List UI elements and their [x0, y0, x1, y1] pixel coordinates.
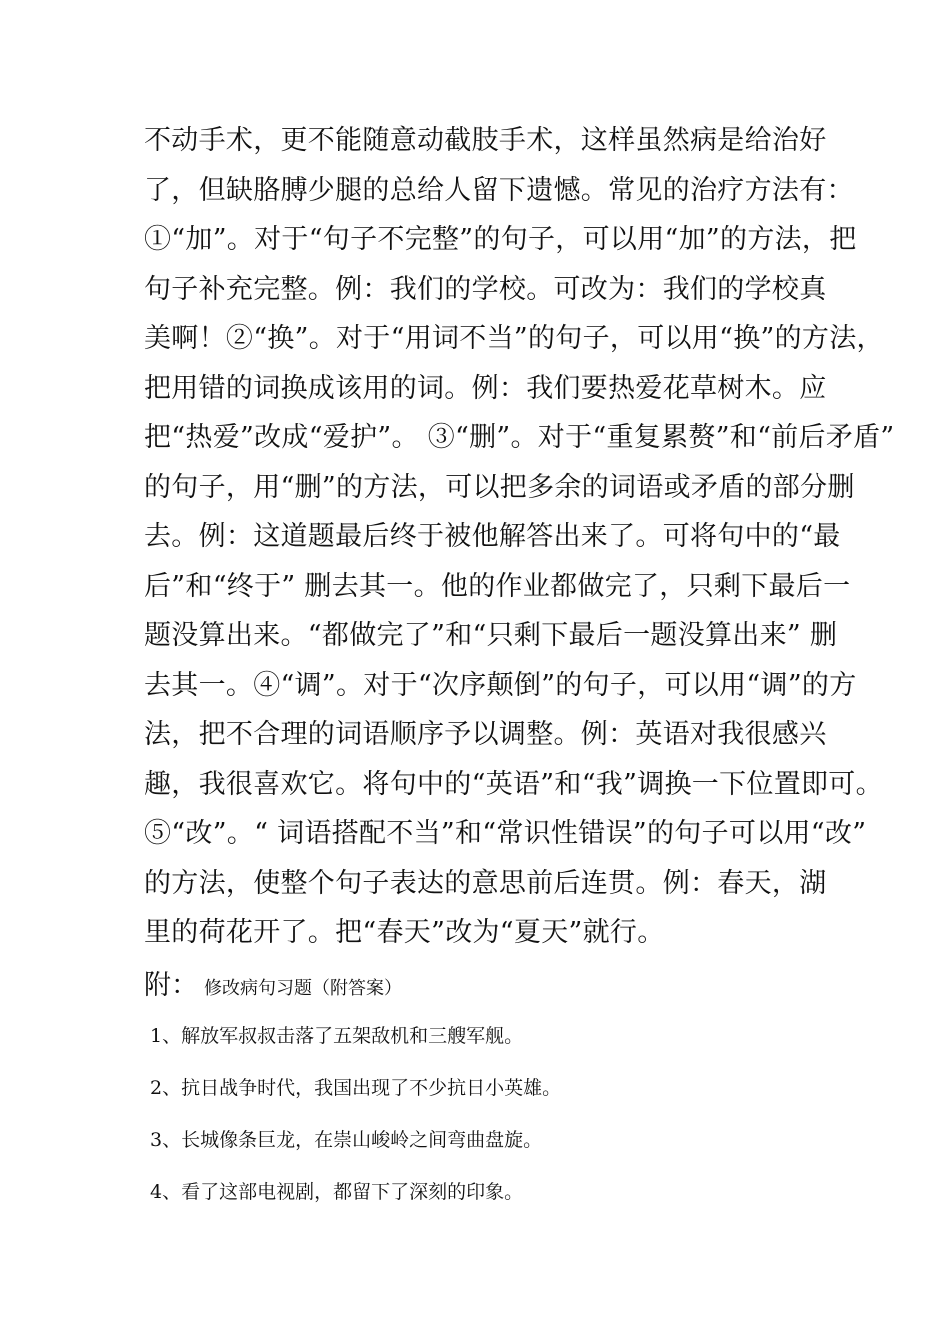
body-line: ①“加”。对于“句子不完整”的句子，可以用“加”的方法，把 [144, 224, 857, 255]
body-paragraph [144, 116, 895, 958]
body-line: 趣，我很喜欢它。将句中的“英语”和“我”调换一下位置即可。 [144, 768, 883, 800]
exercise-item: 4、看了这部电视剧，都留下了深刻的印象。 [150, 1181, 524, 1203]
body-line: 的方法，使整个句子表达的意思前后连贯。例：春天，湖 [144, 867, 827, 899]
body-line: 了，但缺胳膊少腿的总给人留下遗憾。常见的治疗方法有： [144, 174, 854, 206]
body-line: 去其一。④“调”。对于“次序颠倒”的句子，可以用“调”的方 [144, 669, 857, 701]
body-line: 把“热爱”改成“爱护”。 ③“删”。对于“重复累赘”和“前后矛盾” [144, 422, 895, 453]
body-line: 把用错的词换成该用的词。例：我们要热爱花草树木。应 [144, 372, 827, 404]
appendix-title: 修改病句习题（附答案） [204, 978, 402, 999]
body-line: 美啊！②“换”。对于“用词不当”的句子，可以用“换”的方法， [144, 323, 884, 354]
body-line: ⑤“改”。“ 词语搭配不当”和“常识性错误”的句子可以用“改” [144, 818, 867, 849]
body-line: 句子补充完整。例：我们的学校。可改为：我们的学校真 [144, 273, 827, 305]
body-line: 题没算出来。“都做完了”和“只剩下最后一题没算出来” 删 [144, 620, 838, 651]
exercise-item: 3、长城像条巨龙，在崇山峻岭之间弯曲盘旋。 [150, 1129, 543, 1151]
exercise-item: 2、抗日战争时代，我国出现了不少抗日小英雄。 [150, 1077, 562, 1099]
exercise-list [150, 1010, 810, 1218]
exercise-item: 1、解放军叔叔击落了五架敌机和三艘军舰。 [150, 1025, 524, 1047]
body-line: 不动手术，更不能随意动截肢手术，这样虽然病是给治好 [144, 125, 827, 156]
body-line: 里的荷花开了。把“春天”改为“夏天”就行。 [144, 917, 665, 948]
body-line: 法，把不合理的词语顺序予以调整。例：英语对我很感兴 [144, 719, 827, 750]
body-line: 后”和“终于” 删去其一。他的作业都做完了，只剩下最后一 [144, 570, 851, 602]
body-line: 去。例：这道题最后终于被他解答出来了。可将句中的“最 [144, 521, 841, 552]
body-line: 的句子，用“删”的方法，可以把多余的词语或矛盾的部分删 [144, 471, 855, 503]
appendix-heading [144, 966, 814, 1006]
appendix-label: 附： [144, 970, 198, 1001]
